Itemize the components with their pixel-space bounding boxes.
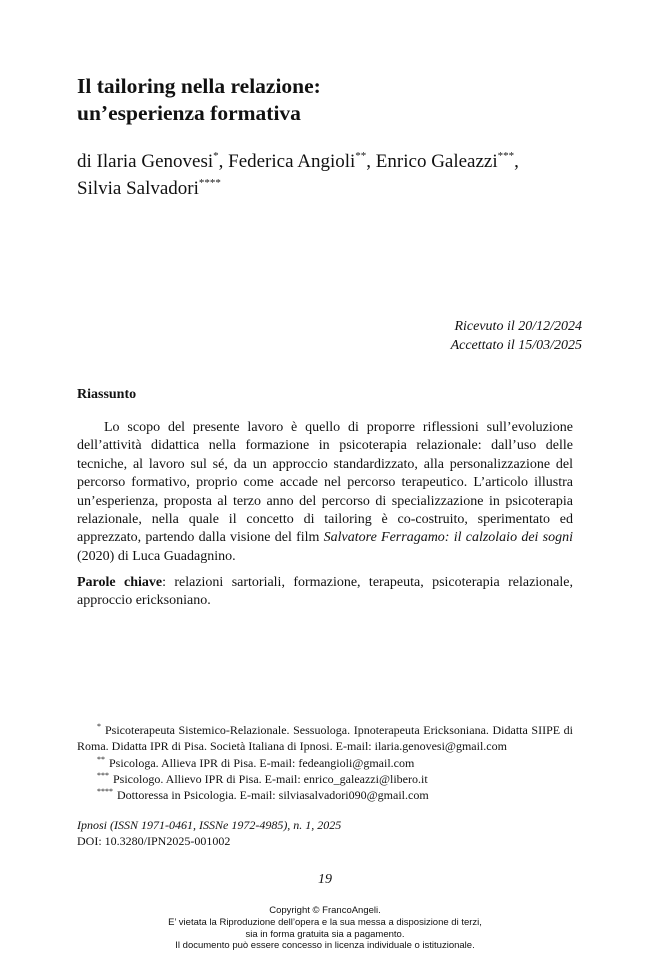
keywords-paragraph: [77, 574, 573, 611]
author-separator: ,: [514, 151, 519, 172]
author-list: [77, 148, 597, 202]
author-footnote-mark: ***: [497, 150, 515, 162]
film-title: Salvatore Ferragamo: il calzolaio dei sogni: [323, 530, 573, 546]
footnote-mark: **: [97, 754, 105, 764]
copyright-line: E’ vietata la Riproduzione dell’opera e la sua messa a disposizione di terzi,: [168, 916, 482, 928]
abstract-text: Lo scopo del presente lavoro è quello di proporre riflessioni sull’evoluzione dell’attività didattica nella formazione in psicoterapia relazionale: dall’uso delle tecniche, al lavoro sul sé, da un approccio standardizzato, alla personalizzazione del percorso formativo, proprio come accade nel percorso terapeutico. L’articolo illustra un’esperienza, proposta al terzo anno del percorso di specializzazione in psicoterapia relazionale, nella quale il concetto di tailoring è co-costruito, sperimentato ed apprezzato, partendo dalla visione del film: [77, 420, 573, 546]
abstract-text-end: (2020) di Luca Guadagnino.: [77, 548, 236, 564]
footnote-mark: ***: [97, 770, 109, 780]
journal-info: [77, 817, 341, 849]
article-dates: [451, 317, 582, 355]
footnote: [77, 755, 573, 771]
title-line-1: Il tailoring nella relazione:: [77, 74, 321, 98]
author-footnote-mark: **: [355, 150, 367, 162]
author-separator: ,: [218, 151, 229, 172]
author-prefix: di: [77, 151, 97, 172]
author-name: Enrico Galeazzi: [375, 151, 498, 172]
doi: DOI: 10.3280/IPN2025-001002: [77, 834, 231, 848]
author-footnote-mark: *: [213, 150, 219, 162]
page-number: 19: [318, 872, 332, 887]
keywords-label: Parole chiave: [77, 575, 163, 590]
received-date: Ricevuto il 20/12/2024: [454, 319, 582, 334]
author-name: Silvia Salvadori: [77, 178, 199, 199]
footnote-text: Psicologa. Allieva IPR di Pisa. E-mail: fedeangioli@gmail.com: [109, 755, 415, 770]
copyright-line: Copyright © FrancoAngeli.: [269, 905, 381, 916]
author-separator: ,: [366, 151, 376, 172]
footnote: [77, 722, 573, 755]
footnote-text: Dottoressa in Psicologia. E-mail: silviasalvadori090@gmail.com: [117, 788, 429, 803]
copyright-line: sia in forma gratuita sia a pagamento.: [245, 928, 405, 940]
abstract-paragraph: [77, 419, 573, 566]
footnote-mark: *: [97, 722, 101, 731]
author-name: Federica Angioli: [228, 151, 356, 172]
accepted-date: Accettato il 15/03/2025: [450, 338, 582, 353]
footnote-mark: ****: [97, 787, 113, 797]
copyright-line: Il documento può essere concesso in licenza individuale o istituzionale.: [175, 940, 475, 952]
article-title: [77, 73, 597, 127]
footnote: [77, 771, 573, 787]
author-name: Ilaria Genovesi: [96, 151, 214, 172]
abstract-heading: Riassunto: [77, 387, 137, 402]
title-line-2: un’esperienza formativa: [77, 101, 301, 125]
author-footnote-mark: ****: [198, 177, 221, 189]
footnote-text: Psicologo. Allievo IPR di Pisa. E-mail: enrico_galeazzi@libero.it: [113, 771, 428, 786]
copyright-notice: [0, 905, 650, 952]
footnote-text: Psicoterapeuta Sistemico-Relazionale. Sessuologa. Ipnoterapeuta Ericksoniana. Didatta SIIPE di Roma. Didatta IPR di Pisa. Società Italiana di Ipnosi. E-mail: ilaria.genovesi@gmail.com: [77, 723, 573, 754]
author-footnotes: [77, 722, 573, 803]
journal-citation: Ipnosi (ISSN 1971-0461, ISSNe 1972-4985), n. 1, 2025: [77, 818, 342, 832]
footnote: [77, 787, 573, 803]
keywords-text: : relazioni sartoriali, formazione, terapeuta, psicoterapia relazionale, approccio ericksoniano.: [77, 575, 573, 609]
